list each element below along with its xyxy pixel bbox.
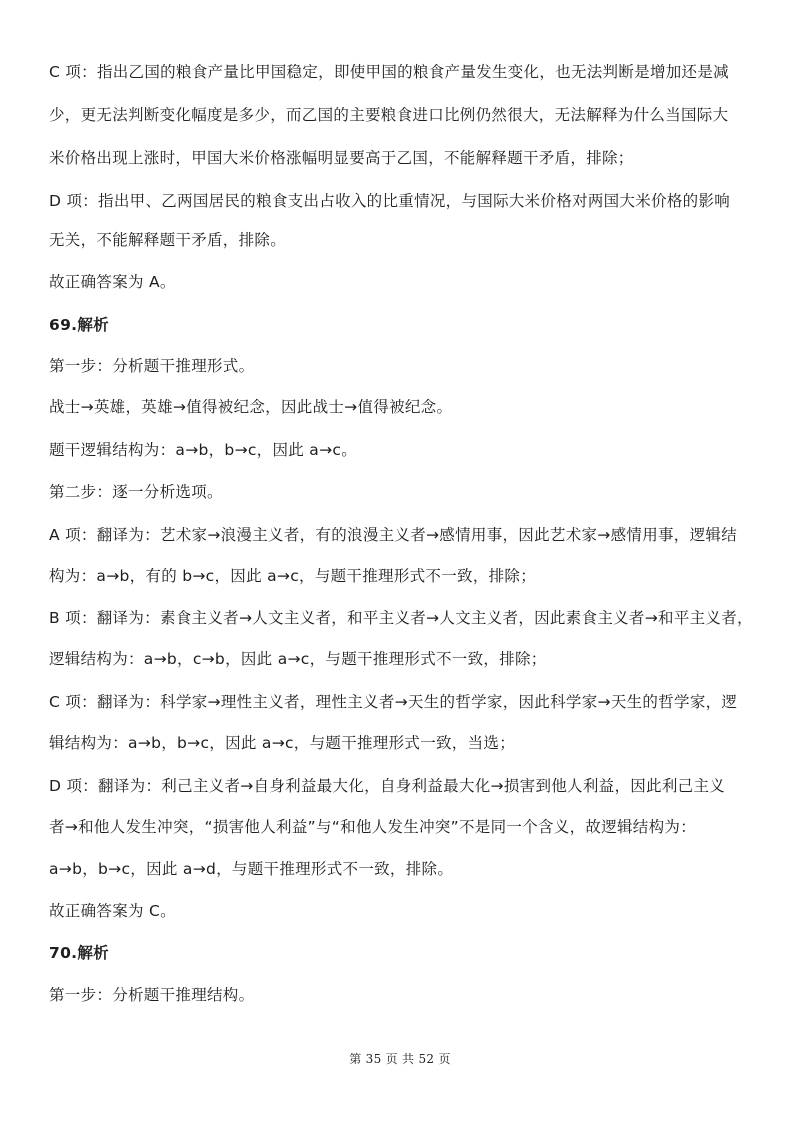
paragraph-option-c-line-2: 少，更无法判断变化幅度是多少，而乙国的主要粮食进口比例仍然很大，无法解释为什么当国际大 — [49, 106, 729, 124]
option-c-line-1: C 项：翻译为：科学家→理性主义者，理性主义者→天生的哲学家，因此科学家→天生的哲学家，逻 — [49, 693, 738, 711]
paragraph-option-c-line-1: C 项：指出乙国的粮食产量比甲国稳定，即使甲国的粮食产量发生变化，也无法判断是增加还是减 — [49, 63, 729, 81]
option-c-line-2: 辑结构为：a→b，b→c，因此 a→c，与题干推理形式一致，当选； — [49, 734, 516, 752]
section-heading-69: 69.解析 — [49, 316, 109, 334]
step-one-70: 第一步：分析题干推理结构。 — [49, 986, 255, 1004]
option-b-line-2: 逻辑结构为：a→b，c→b，因此 a→c，与题干推理形式不一致，排除； — [49, 650, 547, 668]
section-heading-70: 70.解析 — [49, 944, 109, 962]
step-two-69: 第二步：逐一分析选项。 — [49, 483, 223, 501]
paragraph-option-d-line-1: D 项：指出甲、乙两国居民的粮食支出占收入的比重情况，与国际大米价格对两国大米价格的影响 — [49, 192, 731, 210]
option-a-line-1: A 项：翻译为：艺术家→浪漫主义者，有的浪漫主义者→感情用事，因此艺术家→感情用事，逻辑结 — [49, 526, 737, 544]
option-a-line-2: 构为：a→b，有的 b→c，因此 a→c，与题干推理形式不一致，排除； — [49, 567, 537, 585]
paragraph-option-d-line-2: 无关，不能解释题干矛盾，排除。 — [49, 231, 287, 249]
answer-line-68: 故正确答案为 A。 — [49, 273, 176, 291]
option-b-line-1: B 项：翻译为：素食主义者→人文主义者，和平主义者→人文主义者，因此素食主义者→和平主义者， — [49, 609, 753, 627]
step-one-69: 第一步：分析题干推理形式。 — [49, 357, 255, 375]
option-d-line-1: D 项：翻译为：利己主义者→自身利益最大化，自身利益最大化→损害到他人利益，因此利己主义 — [49, 777, 726, 795]
paragraph-option-c-line-3: 米价格出现上涨时，甲国大米价格涨幅明显要高于乙国，不能解释题干矛盾，排除； — [49, 149, 634, 167]
page-footer: 第 35 页 共 52 页 — [349, 1052, 451, 1066]
answer-line-69: 故正确答案为 C。 — [49, 902, 176, 920]
premise-line: 战士→英雄，英雄→值得被纪念，因此战士→值得被纪念。 — [49, 398, 453, 416]
option-d-line-2: 者→和他人发生冲突，“损害他人利益”与“和他人发生冲突”不是同一个含义，故逻辑结构为： — [49, 818, 697, 836]
structure-line: 题干逻辑结构为：a→b，b→c，因此 a→c。 — [49, 441, 358, 459]
option-d-line-3: a→b，b→c，因此 a→d，与题干推理形式不一致，排除。 — [49, 860, 454, 878]
